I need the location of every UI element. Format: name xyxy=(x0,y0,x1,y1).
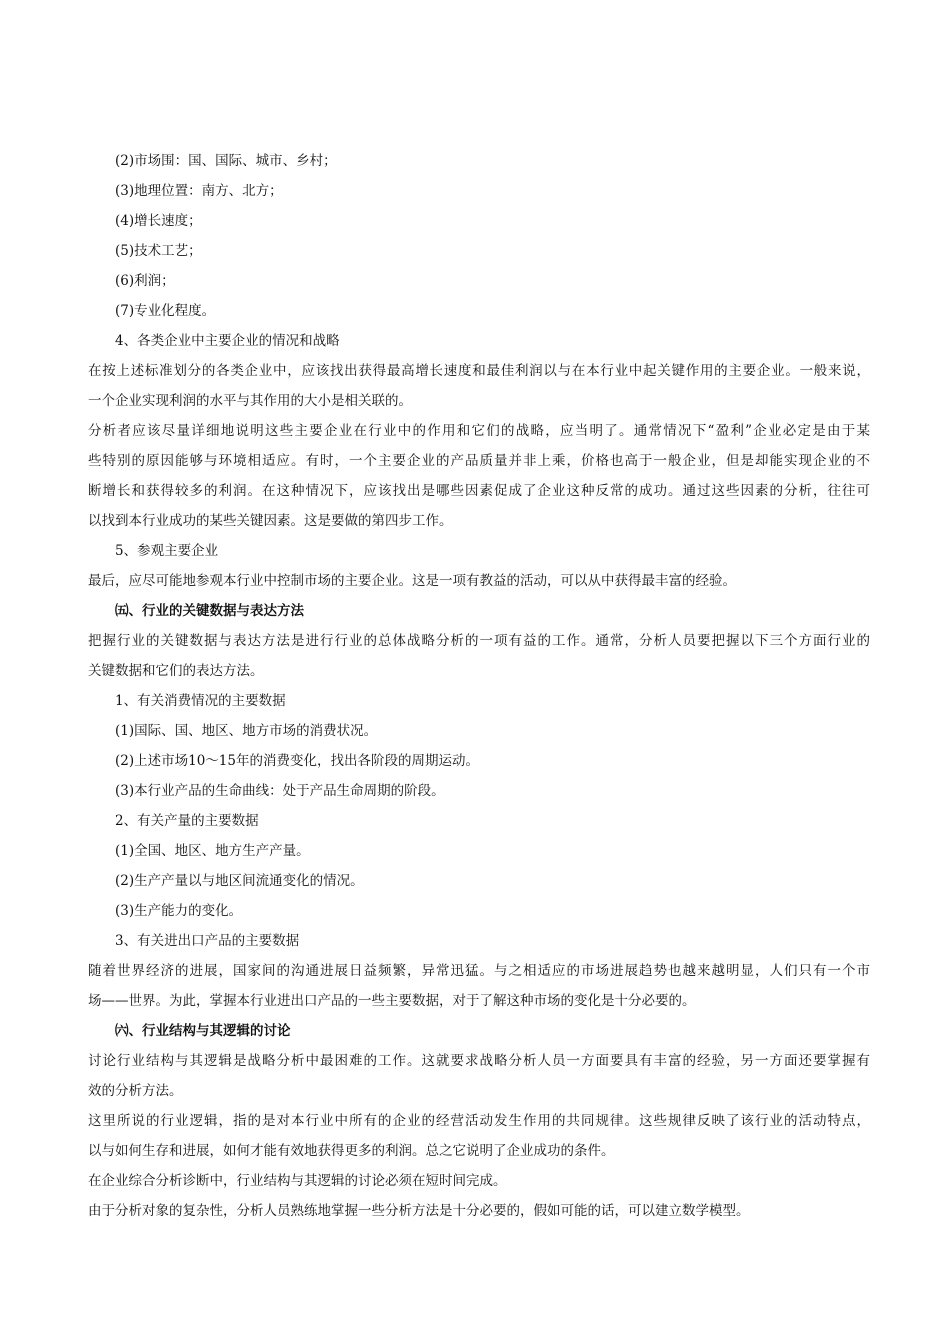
list-item: (2)上述市场10～15年的消费变化，找出各阶段的周期运动。 xyxy=(115,753,479,769)
section-heading: ㈥、行业结构与其逻辑的讨论 xyxy=(115,1023,291,1039)
paragraph-line: 这里所说的行业逻辑，指的是对本行业中所有的企业的经营活动发生作用的共同规律。这些规律反映了该行业的活动特点， xyxy=(88,1113,870,1129)
subsection-heading: 4、各类企业中主要企业的情况和战略 xyxy=(115,333,340,349)
paragraph-line: 由于分析对象的复杂性，分析人员熟练地掌握一些分析方法是十分必要的，假如可能的话，可以建立数学模型。 xyxy=(88,1203,750,1219)
paragraph-line: 关键数据和它们的表达方法。 xyxy=(88,663,264,679)
paragraph-line: 随着世界经济的进展，国家间的沟通进展日益频繁，异常迅猛。与之相适应的市场进展趋势也越来越明显，人们只有一个市 xyxy=(88,963,870,979)
list-item: (6)利润； xyxy=(115,273,175,289)
paragraph-line: 在按上述标准划分的各类企业中，应该找出获得最高增长速度和最佳利润以与在本行业中起关键作用的主要企业。一般来说， xyxy=(88,363,870,379)
paragraph-line: 效的分析方法。 xyxy=(88,1083,183,1099)
paragraph-line: 些特别的原因能够与环境相适应。有时，一个主要企业的产品质量并非上乘，价格也高于一般企业，但是却能实现企业的不 xyxy=(88,453,870,469)
list-item: (1)国际、国、地区、地方市场的消费状况。 xyxy=(115,723,378,739)
subsection-heading: 2、有关产量的主要数据 xyxy=(115,813,259,829)
paragraph-line: 讨论行业结构与其逻辑是战略分析中最困难的工作。这就要求战略分析人员一方面要具有丰富的经验，另一方面还要掌握有 xyxy=(88,1053,870,1069)
paragraph-line: 在企业综合分析诊断中，行业结构与其逻辑的讨论必须在短时间完成。 xyxy=(88,1173,507,1189)
list-item: (2)市场围：国、国际、城市、乡村； xyxy=(115,153,337,169)
paragraph-line: 场——世界。为此，掌握本行业进出口产品的一些主要数据，对于了解这种市场的变化是十分必要的。 xyxy=(88,993,696,1009)
list-item: (4)增长速度； xyxy=(115,213,202,229)
paragraph-line: 以找到本行业成功的某些关键因素。这是要做的第四步工作。 xyxy=(88,513,453,529)
paragraph-line: 最后，应尽可能地参观本行业中控制市场的主要企业。这是一项有教益的活动，可以从中获得最丰富的经验。 xyxy=(88,573,736,589)
subsection-heading: 5、参观主要企业 xyxy=(115,543,219,559)
list-item: (3)本行业产品的生命曲线：处于产品生命周期的阶段。 xyxy=(115,783,445,799)
list-item: (3)地理位置：南方、北方； xyxy=(115,183,283,199)
list-item: (5)技术工艺； xyxy=(115,243,202,259)
list-item: (3)生产能力的变化。 xyxy=(115,903,243,919)
list-item: (7)专业化程度。 xyxy=(115,303,216,319)
section-heading: ㈤、行业的关键数据与表达方法 xyxy=(115,603,304,619)
list-item: (2)生产产量以与地区间流通变化的情况。 xyxy=(115,873,364,889)
subsection-heading: 1、有关消费情况的主要数据 xyxy=(115,693,286,709)
document-body xyxy=(88,146,870,1226)
paragraph-line: 断增长和获得较多的利润。在这种情况下，应该找出是哪些因素促成了企业这种反常的成功。通过这些因素的分析，往往可 xyxy=(88,483,870,499)
list-item: (1)全国、地区、地方生产产量。 xyxy=(115,843,310,859)
subsection-heading: 3、有关进出口产品的主要数据 xyxy=(115,933,300,949)
paragraph-line: 分析者应该尽量详细地说明这些主要企业在行业中的作用和它们的战略，应当明了。通常情况下“盈利”企业必定是由于某 xyxy=(88,423,870,439)
paragraph-line: 一个企业实现利润的水平与其作用的大小是相关联的。 xyxy=(88,393,412,409)
paragraph-line: 把握行业的关键数据与表达方法是进行行业的总体战略分析的一项有益的工作。通常，分析人员要把握以下三个方面行业的 xyxy=(88,633,870,649)
paragraph-line: 以与如何生存和进展，如何才能有效地获得更多的利润。总之它说明了企业成功的条件。 xyxy=(88,1143,615,1159)
